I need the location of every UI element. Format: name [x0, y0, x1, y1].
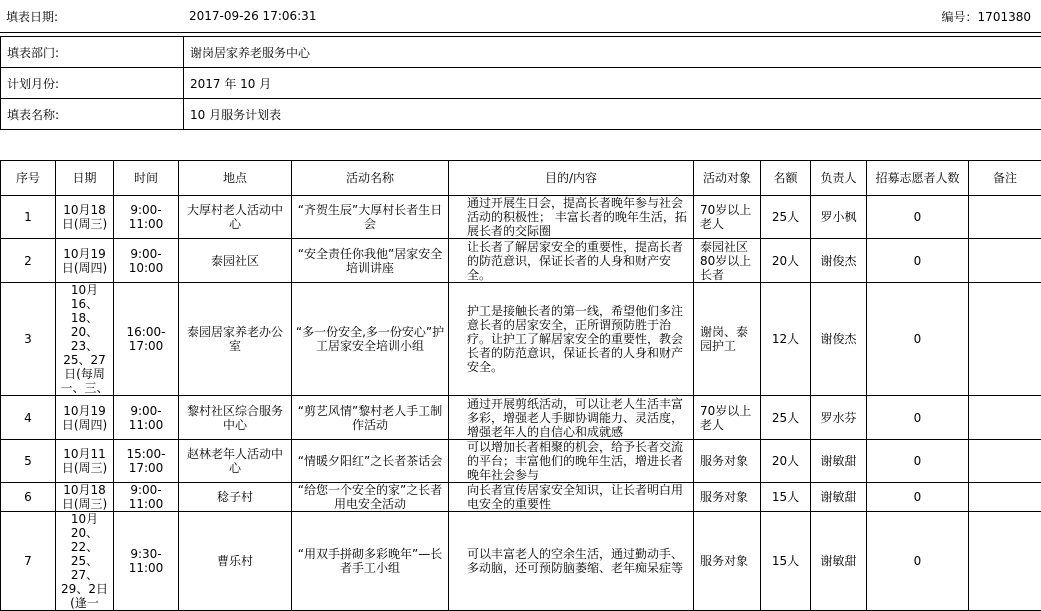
cell-volunteers: 0: [867, 483, 969, 512]
cell-leader: 谢敏甜: [811, 483, 867, 512]
cell-place: 曹乐村: [179, 512, 292, 611]
cell-volunteers: 0: [867, 283, 969, 396]
cell-goal: 通过开展剪纸活动，可以让老人生活丰富多彩，增强老人手脚协调能力、灵活度，增强老年人的自信心和成就感: [449, 396, 694, 440]
table-row: [1, 440, 1041, 483]
cell-place: 黎村社区综合服务中心: [179, 396, 292, 440]
cell-activity: “安全责任你我他”居家安全培训讲座: [292, 239, 449, 283]
cell-remark: [969, 483, 1041, 512]
cell-target: 服务对象: [694, 483, 761, 512]
col-header-remark: 备注: [969, 161, 1041, 196]
cell-no: 3: [1, 283, 56, 396]
cell-place: 泰园社区: [179, 239, 292, 283]
cell-quota: 15人: [761, 483, 811, 512]
cell-date: 10月18日(周三): [56, 196, 114, 239]
cell-remark: [969, 283, 1041, 396]
cell-quota: 25人: [761, 196, 811, 239]
cell-volunteers: 0: [867, 512, 969, 611]
cell-place: 赵林老年人活动中心: [179, 440, 292, 483]
col-header-volunteers: 招募志愿者人数: [867, 161, 969, 196]
cell-date: 10月19日(周四): [56, 239, 114, 283]
cell-volunteers: 0: [867, 196, 969, 239]
cell-activity: “情暖夕阳红”之长者茶话会: [292, 440, 449, 483]
header-row-dept: [1, 37, 1041, 68]
cell-time: 9:00-11:00: [114, 483, 179, 512]
col-header-time: 时间: [114, 161, 179, 196]
dept-value: 谢岗居家养老服务中心: [184, 37, 1041, 68]
cell-no: 2: [1, 239, 56, 283]
form-name-value: 10 月服务计划表: [184, 99, 1041, 130]
serial-number: 编号：1701380: [743, 0, 1041, 33]
col-header-quota: 名额: [761, 161, 811, 196]
cell-leader: 谢敏甜: [811, 440, 867, 483]
cell-activity: “多一份安全,多一份安心”护工居家安全培训小组: [292, 283, 449, 396]
cell-activity: “剪艺风情”黎村老人手工制作活动: [292, 396, 449, 440]
cell-no: 6: [1, 483, 56, 512]
table-row: [1, 239, 1041, 283]
col-header-no: 序号: [1, 161, 56, 196]
cell-time: 15:00-17:00: [114, 440, 179, 483]
fill-date-label: 填表日期:: [0, 0, 183, 33]
cell-place: 泰园居家养老办公室: [179, 283, 292, 396]
cell-date: 10月19日(周四): [56, 396, 114, 440]
cell-goal: 可以丰富老人的空余生活，通过勤动手、多动脑，还可预防脑萎缩、老年痴呆症等: [449, 512, 694, 611]
cell-target: 服务对象: [694, 512, 761, 611]
cell-remark: [969, 239, 1041, 283]
cell-leader: 罗水芬: [811, 396, 867, 440]
cell-quota: 15人: [761, 512, 811, 611]
cell-no: 7: [1, 512, 56, 611]
form-name-label: 填表名称:: [1, 99, 184, 130]
header-row-name: [1, 99, 1041, 130]
cell-leader: 谢俊杰: [811, 283, 867, 396]
cell-activity: “用双手拼砌多彩晚年”—长者手工小组: [292, 512, 449, 611]
cell-remark: [969, 440, 1041, 483]
service-plan-table: [0, 160, 1041, 611]
col-header-goal: 目的/内容: [449, 161, 694, 196]
cell-target: 谢岗、泰园护工: [694, 283, 761, 396]
cell-volunteers: 0: [867, 239, 969, 283]
cell-volunteers: 0: [867, 440, 969, 483]
table-row: [1, 483, 1041, 512]
cell-date: 10月11日(周三): [56, 440, 114, 483]
cell-remark: [969, 196, 1041, 239]
header-info-table: [0, 36, 1041, 130]
header-row-month: [1, 68, 1041, 99]
cell-goal: 通过开展生日会，提高长者晚年参与社会活动的积极性； 丰富长者的晚年生活，拓展长者的交际圈: [449, 196, 694, 239]
cell-goal: 让长者了解居家安全的重要性，提高长者的防范意识，保证长者的人身和财产安全。: [449, 239, 694, 283]
table-header-row: [1, 161, 1041, 196]
month-label: 计划月份:: [1, 68, 184, 99]
table-row: [1, 512, 1041, 611]
cell-activity: “给您一个安全的家”之长者用电安全活动: [292, 483, 449, 512]
cell-time: 16:00-17:00: [114, 283, 179, 396]
cell-target: 泰园社区80岁以上长者: [694, 239, 761, 283]
cell-place: 大厚村老人活动中心: [179, 196, 292, 239]
cell-date: 10月18日(周三): [56, 483, 114, 512]
cell-activity: “齐贺生辰”大厚村长者生日会: [292, 196, 449, 239]
cell-volunteers: 0: [867, 396, 969, 440]
cell-time: 9:00-11:00: [114, 396, 179, 440]
cell-leader: 罗小枫: [811, 196, 867, 239]
table-row: [1, 283, 1041, 396]
cell-no: 5: [1, 440, 56, 483]
cell-date: 10月16、18、20、23、25、27日(每周一、三、: [56, 283, 114, 396]
cell-time: 9:00-11:00: [114, 196, 179, 239]
cell-remark: [969, 396, 1041, 440]
cell-target: 70岁以上老人: [694, 396, 761, 440]
cell-quota: 20人: [761, 440, 811, 483]
cell-target: 服务对象: [694, 440, 761, 483]
cell-remark: [969, 512, 1041, 611]
fill-date-value: 2017-09-26 17:06:31: [183, 0, 743, 33]
col-header-target: 活动对象: [694, 161, 761, 196]
cell-no: 1: [1, 196, 56, 239]
cell-quota: 25人: [761, 396, 811, 440]
table-row: [1, 396, 1041, 440]
col-header-date: 日期: [56, 161, 114, 196]
cell-leader: 谢敏甜: [811, 512, 867, 611]
month-value: 2017 年 10 月: [184, 68, 1041, 99]
cell-quota: 12人: [761, 283, 811, 396]
col-header-activity: 活动名称: [292, 161, 449, 196]
col-header-leader: 负责人: [811, 161, 867, 196]
cell-leader: 谢俊杰: [811, 239, 867, 283]
cell-goal: 护工是接触长者的第一线，希望他们多注意长者的居家安全，正所谓预防胜于治疗。让护工了解居家安全的重要性，教会长者的防范意识，保证长者的人身和财产安全。: [449, 283, 694, 396]
cell-no: 4: [1, 396, 56, 440]
cell-goal: 向长者宣传居家安全知识，让长者明白用电安全的重要性: [449, 483, 694, 512]
header-row-date: [0, 0, 1041, 33]
cell-place: 稔子村: [179, 483, 292, 512]
col-header-place: 地点: [179, 161, 292, 196]
cell-goal: 可以增加长者相聚的机会，给予长者交流的平台；丰富他们的晚年生活，增进长者晚年社会参与: [449, 440, 694, 483]
cell-date: 10月20、22、25、27、29、2日(逢一: [56, 512, 114, 611]
cell-target: 70岁以上老人: [694, 196, 761, 239]
table-row: [1, 196, 1041, 239]
dept-label: 填表部门:: [1, 37, 184, 68]
cell-time: 9:30-11:00: [114, 512, 179, 611]
cell-quota: 20人: [761, 239, 811, 283]
cell-time: 9:00-10:00: [114, 239, 179, 283]
